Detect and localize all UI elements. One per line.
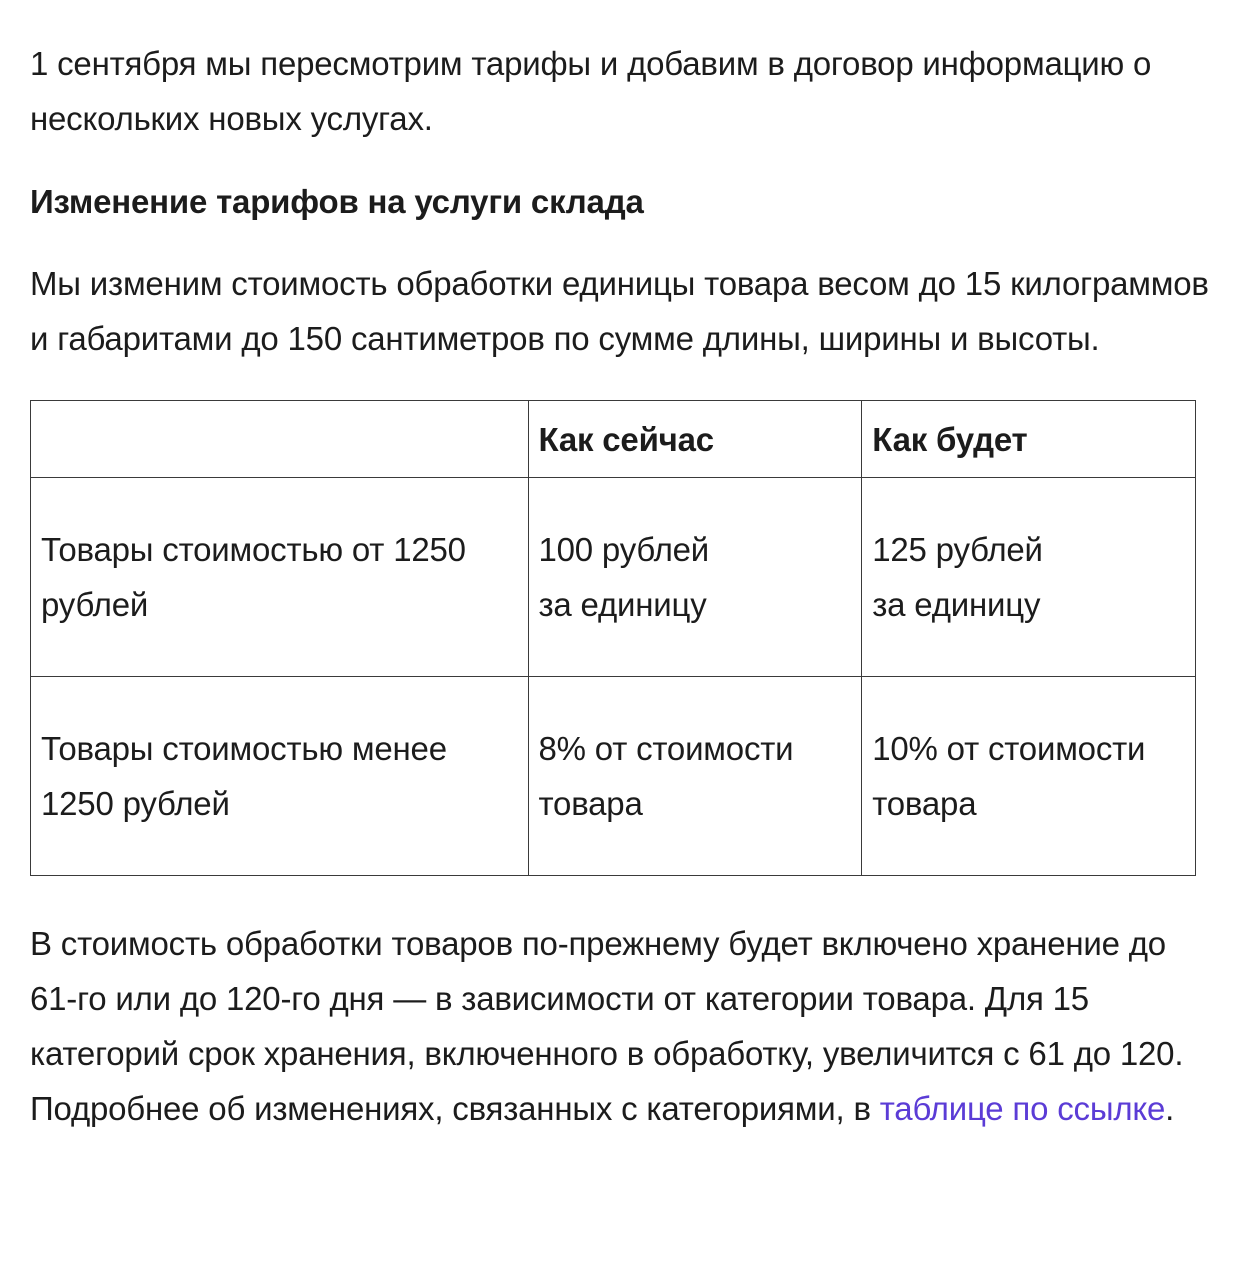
future-rate-value: 125 рублей xyxy=(872,531,1043,568)
header-cell-future: Как будет xyxy=(862,401,1196,478)
future-rate-cell xyxy=(862,478,1196,677)
future-rate-unit: за единицу xyxy=(872,586,1041,623)
current-rate-value: 8% от стоимости xyxy=(538,730,794,767)
footer-text: В стоимость обработки товаров по-прежнему будет включено хранение до 61-го или до 120-го дня — в зависимости от категории товара. Для 15 категорий срок хранения, включенного в обработку, увеличится с 61 до 120. Подробнее об изменениях, связанных с категориями, в xyxy=(30,925,1184,1127)
categories-table-link[interactable]: таблице по ссылке xyxy=(879,1090,1166,1127)
table-header-row xyxy=(31,401,1196,478)
section-description: Мы изменим стоимость обработки единицы товара весом до 15 килограммов и габаритами до 150 сантиметров по сумме длины, ширины и высоты. xyxy=(30,265,1209,357)
section-heading: Изменение тарифов на услуги склада xyxy=(30,183,644,220)
header-cell-current: Как сейчас xyxy=(528,401,862,478)
future-rate-unit: товара xyxy=(872,785,977,822)
future-rate-value: 10% от стоимости xyxy=(872,730,1146,767)
header-cell-empty xyxy=(31,401,529,478)
table-row xyxy=(31,677,1196,876)
row-label: Товары стоимостью от 1250 рублей xyxy=(31,478,529,677)
current-rate-unit: товара xyxy=(538,785,643,822)
current-rate-cell xyxy=(528,478,862,677)
current-rate-value: 100 рублей xyxy=(538,531,710,568)
table-row xyxy=(31,478,1196,677)
current-rate-cell xyxy=(528,677,862,876)
future-rate-cell xyxy=(862,677,1196,876)
current-rate-unit: за единицу xyxy=(538,586,707,623)
footer-period: . xyxy=(1165,1090,1175,1127)
row-label: Товары стоимостью менее 1250 рублей xyxy=(31,677,529,876)
intro-paragraph: 1 сентября мы пересмотрим тарифы и добавим в договор информацию о нескольких новых услугах. xyxy=(30,45,1152,137)
footer-paragraph xyxy=(30,916,1215,1136)
tariff-table xyxy=(30,400,1196,876)
